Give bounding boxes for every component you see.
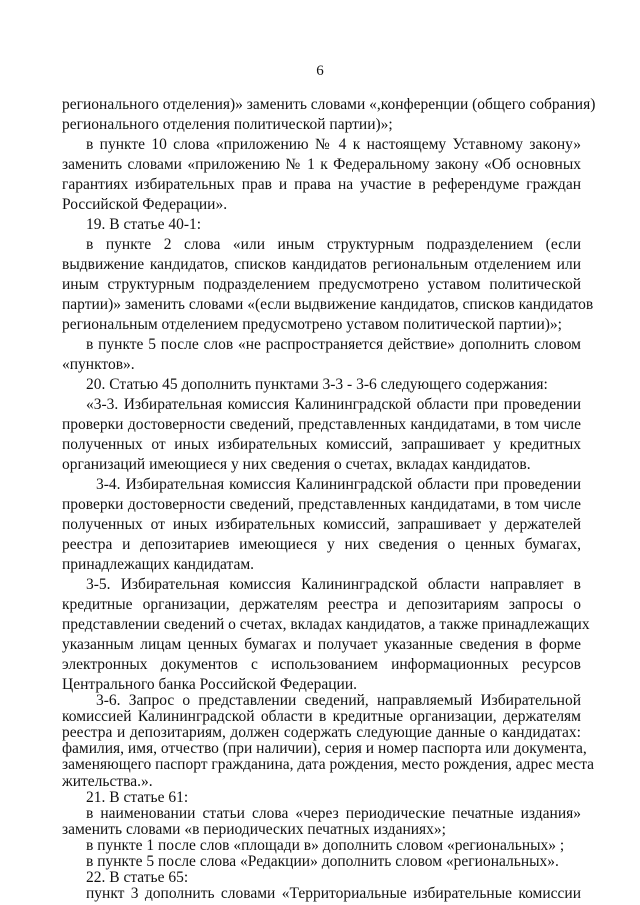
- text-line: выдвижение кандидатов, списков кандидатов региональным отделением или: [62, 256, 581, 273]
- text-line: в пункте 5 после слов «не распространяется действие» дополнить словом: [86, 336, 581, 353]
- text-line: принадлежащих кандидатам.: [62, 556, 255, 573]
- page-number: 6: [316, 63, 324, 79]
- text-line: заменяющего паспорт гражданина, дата рождения, место рождения, адрес места: [62, 756, 595, 774]
- text-line: 3-5. Избирательная комиссия Калининградской области направляет в: [86, 576, 581, 593]
- text-line: Российской Федерации».: [62, 196, 228, 213]
- text-line: «пунктов».: [62, 356, 135, 373]
- text-line: Центрального банка Российской Федерации.: [62, 676, 357, 693]
- text-line: иным структурным подразделением предусмотрено уставом политической: [62, 276, 581, 293]
- text-line: комиссией Калининградской области в кредитные организации, держателям: [62, 708, 581, 726]
- text-line: «3-3. Избирательная комиссия Калининградской области при проведении: [86, 396, 581, 413]
- text-line: 20. Статью 45 дополнить пунктами 3-3 - 3-6 следующего содержания:: [86, 376, 548, 393]
- text-line: заменить словами «в периодических печатных изданиях»;: [62, 820, 446, 838]
- text-line: представлении сведений о счетах, вкладах кандидатов, а также принадлежащих: [62, 616, 590, 633]
- text-line: проверки достоверности сведений, представленных кандидатами, в том числе: [62, 496, 581, 513]
- text-line: в наименовании статьи слова «через периодические печатные издания»: [86, 804, 581, 822]
- text-line: регионального отделения политической партии)»;: [62, 116, 393, 133]
- text-line: 3-6. Запрос о представлении сведений, направляемый Избирательной: [96, 692, 581, 709]
- text-line: 22. В статье 65:: [86, 869, 189, 887]
- text-line: партии)» заменить словами «(если выдвижение кандидатов, списков кандидатов: [62, 296, 594, 313]
- text-line: в пункте 10 слова «приложению № 4 к настоящему Уставному закону»: [86, 136, 581, 153]
- text-line: гарантиях избирательных прав и права на участие в референдуме граждан: [62, 176, 581, 193]
- text-line: организаций имеющиеся у них сведения о счетах, вкладах кандидатов.: [62, 456, 531, 473]
- text-line: фамилия, имя, отчество (при наличии), серия и номер паспорта или документа,: [62, 740, 587, 758]
- text-line: в пункте 5 после слова «Редакции» дополнить словом «региональных».: [86, 853, 559, 870]
- text-line: реестра и депозитариев имеющиеся у них сведения о ценных бумагах,: [62, 536, 581, 553]
- text-line: полученных от иных избирательных комиссий, запрашивает у кредитных: [62, 436, 581, 453]
- text-line: региональным отделением предусмотрено уставом политической партии)»;: [62, 316, 562, 333]
- text-line: кредитные организации, держателям реестра и депозитариям запросы о: [62, 596, 581, 613]
- text-line: указанным лицам ценных бумагах и получает указанные сведения в форме: [62, 636, 581, 653]
- text-line: 3-4. Избирательная комиссия Калининградской области при проведении: [96, 476, 581, 493]
- text-line: проверки достоверности сведений, представленных кандидатами, в том числе: [62, 416, 581, 433]
- text-line: жительства.».: [62, 772, 153, 790]
- text-line: пункт 3 дополнить словами «Территориальные избирательные комиссии: [86, 885, 581, 903]
- text-line: заменить словами «приложению № 1 к Федеральному закону «Об основных: [62, 156, 581, 173]
- text-line: электронных документов с использованием информационных ресурсов: [62, 656, 581, 673]
- text-line: 19. В статье 40-1:: [86, 216, 202, 233]
- text-line: в пункте 2 слова «или иным структурным подразделением (если: [86, 236, 581, 253]
- text-line: полученных от иных избирательных комиссий, запрашивает у держателей: [62, 516, 581, 533]
- text-line: 21. В статье 61:: [86, 788, 189, 806]
- text-line: в пункте 1 после слов «площади в» дополнить словом «региональных» ;: [86, 836, 565, 854]
- text-line: реестра и депозитариям, должен содержать следующие данные о кандидатах:: [62, 724, 581, 742]
- text-line: регионального отделения)» заменить словами «,конференции (общего собрания): [62, 96, 596, 113]
